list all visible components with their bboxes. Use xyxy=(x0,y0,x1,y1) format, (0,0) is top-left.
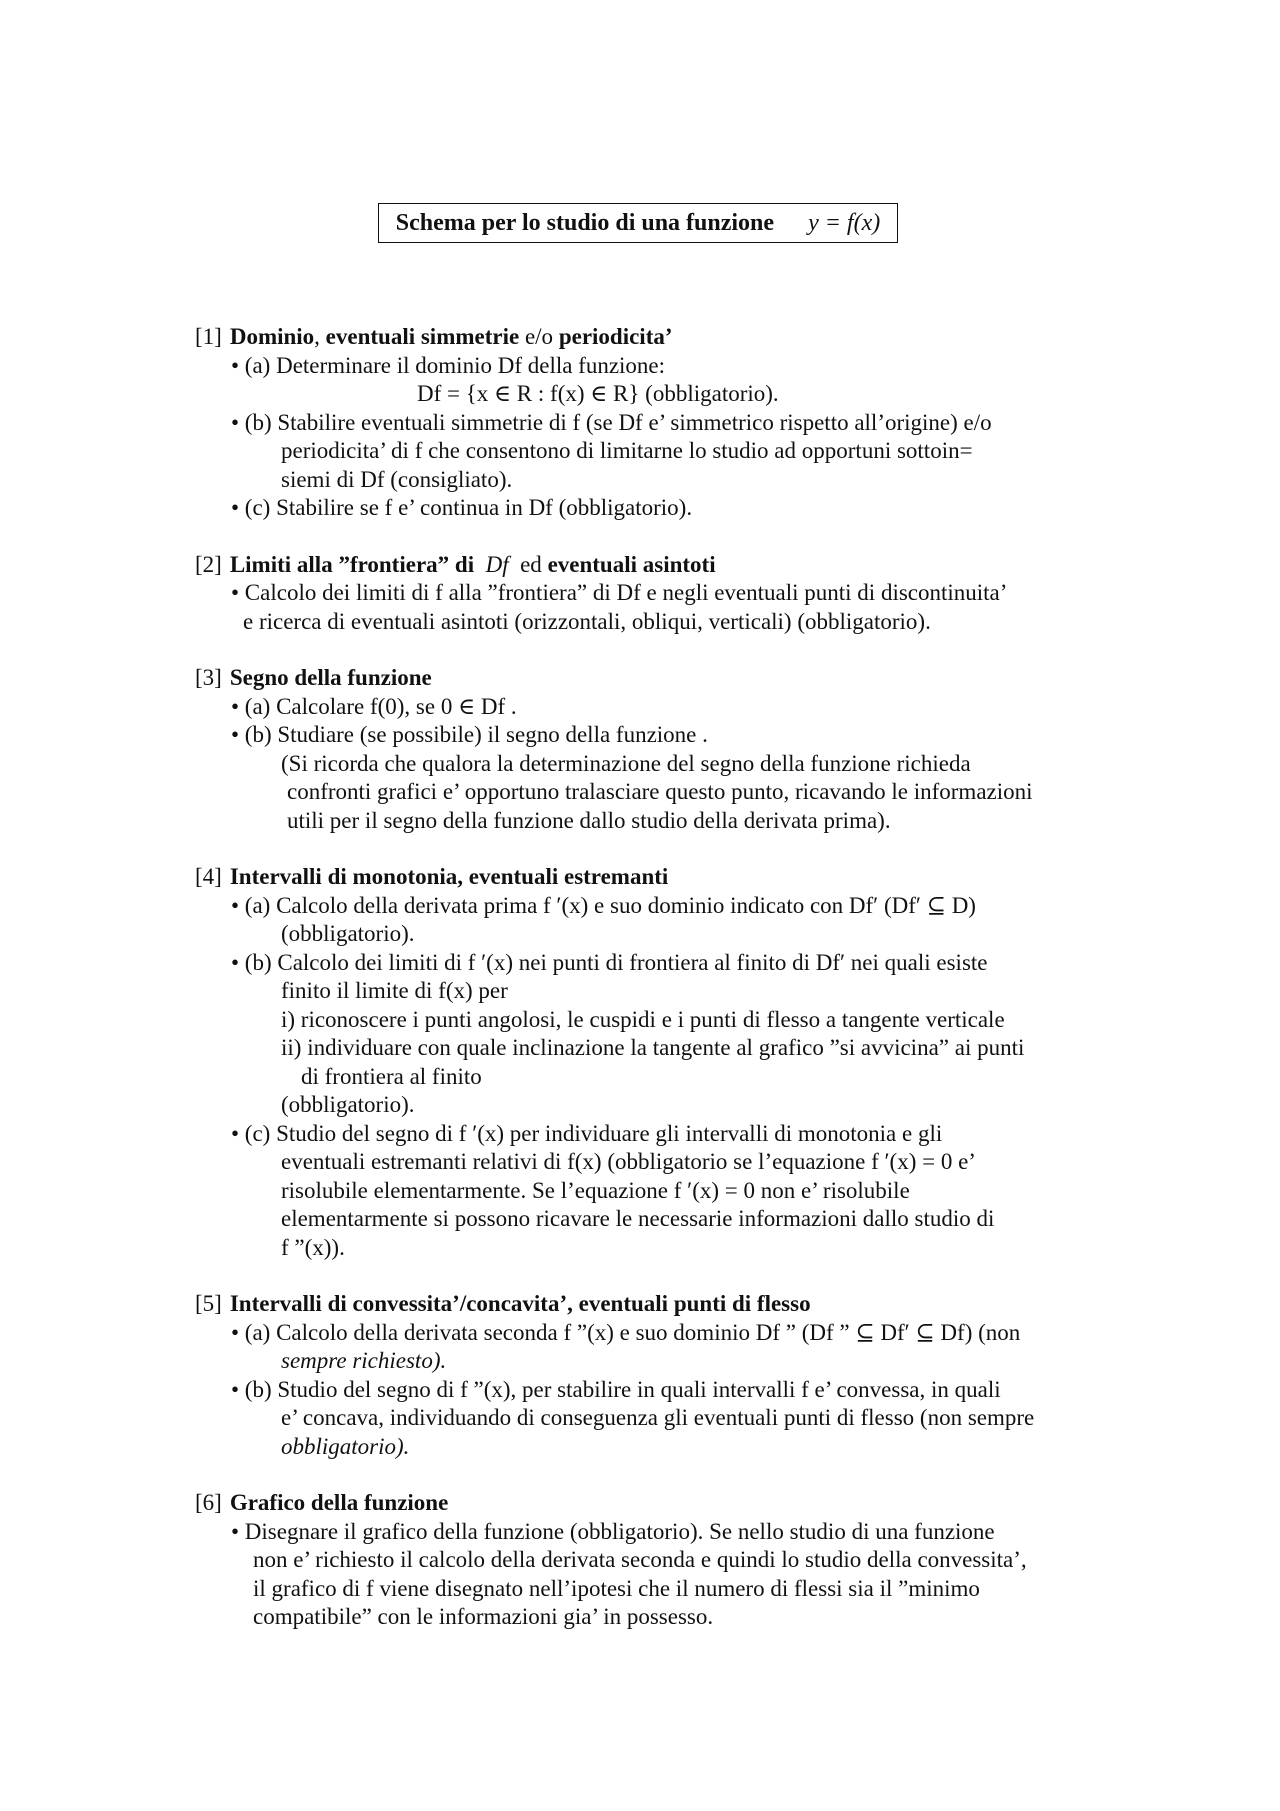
text-line: • (b) Stabilire eventuali simmetrie di f (se Df e’ simmetrico rispetto all’origine) e/o xyxy=(231,409,992,435)
text-line: finito il limite di f(x) per xyxy=(281,978,508,1003)
text-line: obbligatorio). xyxy=(281,1433,410,1459)
document-body xyxy=(195,323,1135,1660)
section-6 xyxy=(195,1489,1135,1632)
domain-formula: Df = {x ∈ R : f(x) ∈ R} (obbligatorio). xyxy=(417,381,779,406)
text-line: • Disegnare il grafico della funzione (obbligatorio). Se nello studio di una funzione xyxy=(231,1518,995,1544)
section-heading xyxy=(195,664,1135,693)
text-line: siemi di Df (consigliato). xyxy=(281,466,513,492)
text-line: • (b) Studiare (se possibile) il segno della funzione . xyxy=(231,722,708,747)
section-heading xyxy=(195,1489,1135,1518)
section-number: [3] xyxy=(195,665,222,690)
title-box xyxy=(378,203,898,243)
text-line: risolubile elementarmente. Se l’equazione f ′(x) = 0 non e’ risolubile xyxy=(281,1177,910,1203)
section-title-part: Intervalli di monotonia, eventuali estremanti xyxy=(229,864,669,889)
section-title-part: ed xyxy=(520,551,542,577)
text-line: il grafico di f viene disegnato nell’ipotesi che il numero di flessi sia il ”minimo xyxy=(253,1575,980,1601)
section-5 xyxy=(195,1290,1135,1461)
text-line: compatibile” con le informazioni gia’ in possesso. xyxy=(253,1604,714,1629)
text-line: (obbligatorio). xyxy=(281,921,415,946)
title-equation: y = f(x) xyxy=(808,209,881,236)
text-line: • (c) Stabilire se f e’ continua in Df (obbligatorio). xyxy=(231,495,693,520)
text-line: • (a) Calcolo della derivata seconda f ”(x) e suo dominio Df ” (Df ” ⊆ Df′ ⊆ Df) (non xyxy=(231,1319,1021,1345)
section-heading xyxy=(195,323,1135,352)
text-line: elementarmente si possono ricavare le necessarie informazioni dallo studio di xyxy=(281,1206,995,1231)
section-title-part: eventuali simmetrie xyxy=(325,324,520,349)
text-line: • (b) Calcolo dei limiti di f ′(x) nei punti di frontiera al finito di Df′ nei quali esiste xyxy=(231,949,988,975)
section-title-part: periodicita’ xyxy=(558,324,673,349)
section-1 xyxy=(195,323,1135,523)
text-line: • (b) Studio del segno di f ”(x), per stabilire in quali intervalli f e’ convessa, in quali xyxy=(231,1376,1001,1402)
text-line: non e’ richiesto il calcolo della derivata seconda e quindi lo studio della convessita’, xyxy=(253,1547,1027,1572)
section-title-part: Dominio xyxy=(229,324,315,349)
text-line: sempre richiesto). xyxy=(281,1348,447,1373)
text-line: utili per il segno della funzione dallo studio della derivata prima). xyxy=(287,807,891,833)
text-line: e’ concava, individuando di conseguenza gli eventuali punti di flesso (non sempre xyxy=(281,1405,1035,1430)
section-heading xyxy=(195,863,1135,892)
text-line: eventuali estremanti relativi di f(x) (obbligatorio se l’equazione f ′(x) = 0 e’ xyxy=(281,1149,976,1174)
text-line: • (a) Calcolo della derivata prima f ′(x) e suo dominio indicato con Df′ (Df′ ⊆ D) xyxy=(231,892,976,918)
section-title-part: eventuali asintoti xyxy=(547,551,716,577)
text-line: • (a) Determinare il dominio Df della funzione: xyxy=(231,352,666,378)
section-title-part: Intervalli di convessita’/concavita’, eventuali punti di flesso xyxy=(229,1291,811,1316)
text-line: periodicita’ di f che consentono di limitarne lo studio ad opportuni sottoin= xyxy=(281,438,973,463)
section-title-part: Segno della funzione xyxy=(229,665,432,690)
text-line: di frontiera al finito xyxy=(301,1063,482,1089)
section-number: [4] xyxy=(195,864,222,889)
section-title-part: , xyxy=(314,324,326,349)
text-line: confronti grafici e’ opportuno tralasciare questo punto, ricavando le informazioni xyxy=(287,779,1033,804)
text-line: • Calcolo dei limiti di f alla ”frontiera” di Df e negli eventuali punti di discontinuita’ xyxy=(231,580,1008,605)
text-line: e ricerca di eventuali asintoti (orizzontali, obliqui, verticali) (obbligatorio). xyxy=(243,608,931,634)
section-3 xyxy=(195,664,1135,835)
page-title: Schema per lo studio di una funzione xyxy=(395,209,775,236)
section-number: [2] xyxy=(195,551,222,577)
section-title-part: Df xyxy=(485,551,509,577)
text-line: i) riconoscere i punti angolosi, le cuspidi e i punti di flesso a tangente verticale xyxy=(281,1006,1005,1032)
section-heading xyxy=(195,1290,1135,1319)
text-line: f ”(x)). xyxy=(281,1234,345,1260)
section-number: [6] xyxy=(195,1490,222,1515)
text-line: (Si ricorda che qualora la determinazione del segno della funzione richieda xyxy=(281,750,971,776)
section-heading xyxy=(195,551,1135,580)
text-line: • (c) Studio del segno di f ′(x) per individuare gli intervalli di monotonia e gli xyxy=(231,1120,943,1146)
section-4 xyxy=(195,863,1135,1262)
text-line: ii) individuare con quale inclinazione la tangente al grafico ”si avvicina” ai punti xyxy=(281,1035,1025,1060)
section-2 xyxy=(195,551,1135,637)
text-line: • (a) Calcolare f(0), se 0 ∈ Df . xyxy=(231,693,517,719)
section-number: [5] xyxy=(195,1291,222,1316)
text-line: (obbligatorio). xyxy=(281,1092,415,1117)
section-title-part: Limiti alla ”frontiera” di xyxy=(229,551,475,577)
section-number: [1] xyxy=(195,324,222,349)
section-title-part: e/o xyxy=(519,324,559,349)
section-title-part: Grafico della funzione xyxy=(229,1490,449,1515)
